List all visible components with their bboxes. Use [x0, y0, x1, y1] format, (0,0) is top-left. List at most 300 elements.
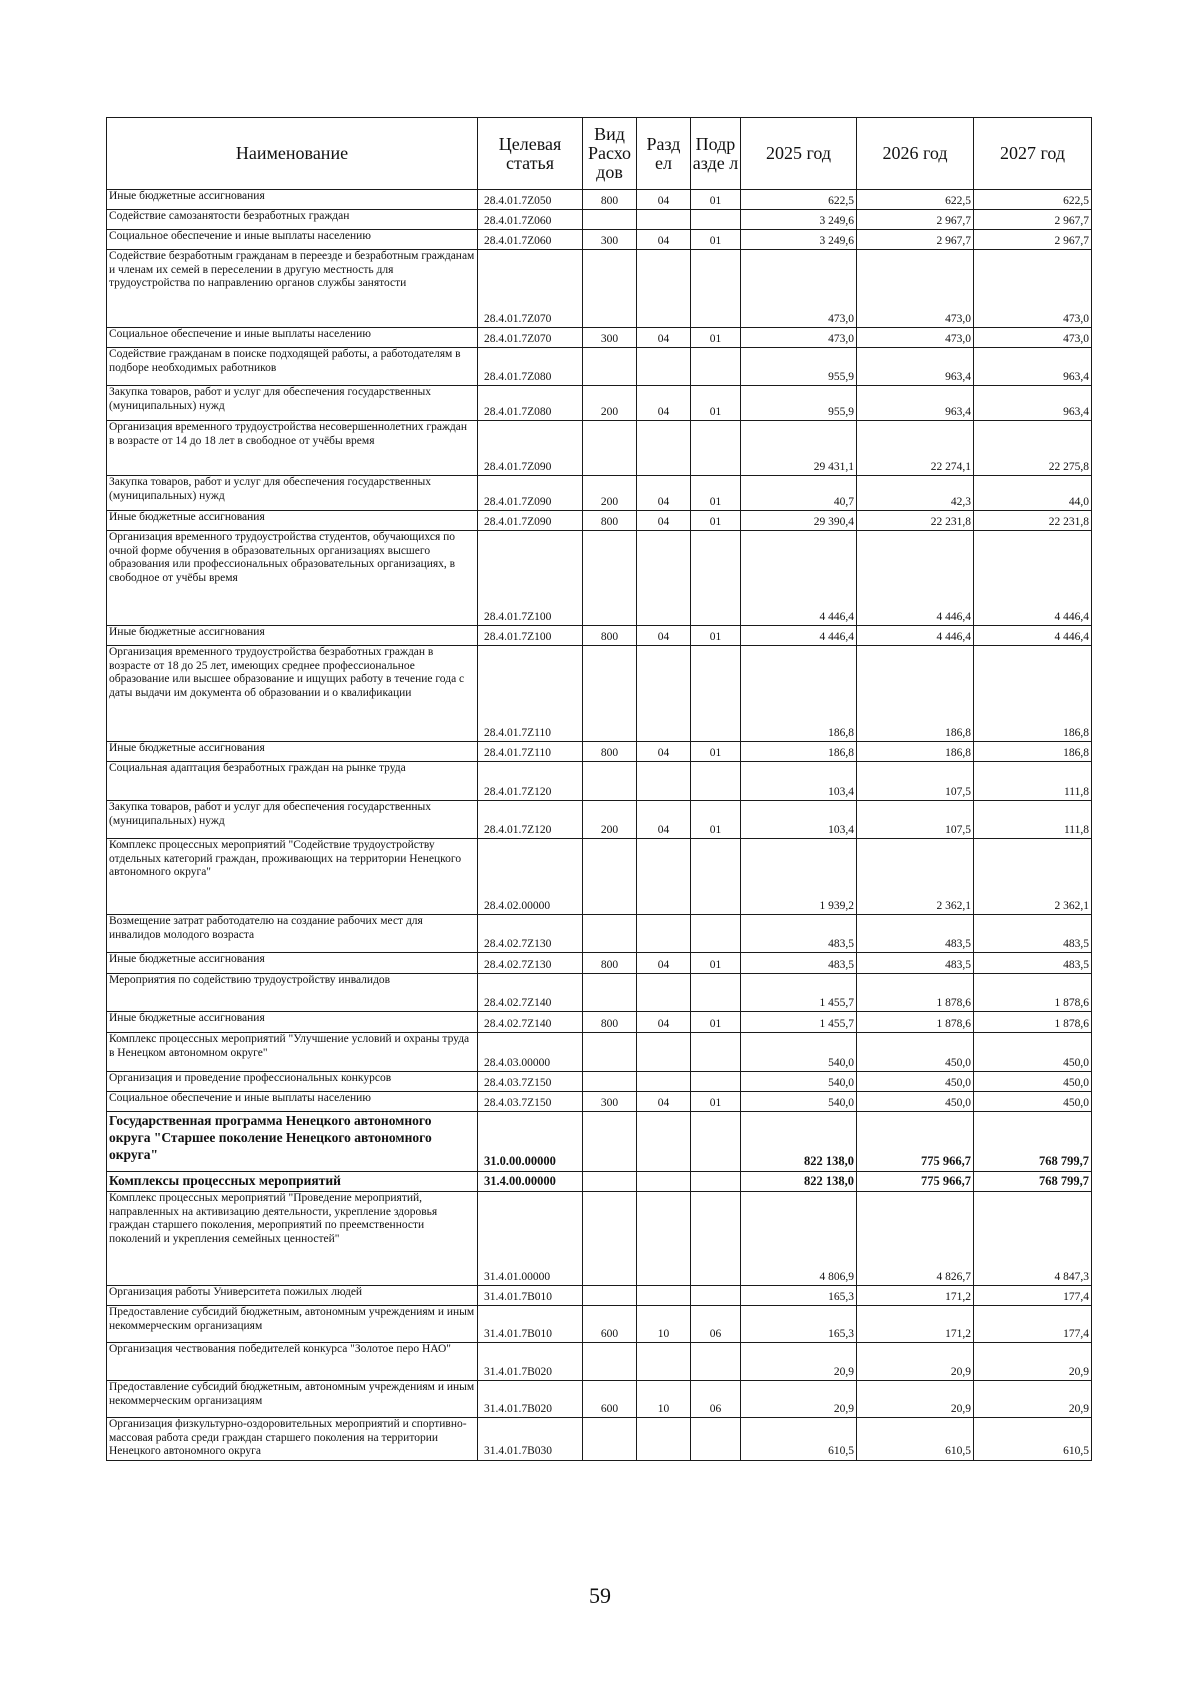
row-value-2025: 1 455,7	[741, 974, 857, 1012]
row-value-2026: 107,5	[857, 762, 974, 801]
row-value-2025: 540,0	[741, 1092, 857, 1112]
row-value-2027: 4 446,4	[974, 626, 1092, 646]
table-row	[107, 974, 1092, 1012]
row-section: 10	[637, 1381, 691, 1418]
row-target-article: 28.4.03.00000	[478, 1033, 583, 1072]
row-section: 04	[637, 1012, 691, 1033]
row-name: Организация физкультурно-оздоровительных мероприятий и спортивно-массовая работа среди граждан старшего поколения на территории Ненецкого автономного округа	[107, 1418, 478, 1461]
row-name: Организация временного трудоустройства безработных граждан в возрасте от 18 до 25 лет, имеющих среднее профессиональное образование или высшее образование и ищущих работу в течение года с даты выдачи им документа об образовании и о квалификации	[107, 646, 478, 742]
table-row	[107, 742, 1092, 762]
row-value-2025: 1 939,2	[741, 839, 857, 915]
row-target-article: 31.4.01.7B020	[478, 1343, 583, 1381]
row-value-2025: 4 446,4	[741, 531, 857, 626]
row-value-2027: 622,5	[974, 190, 1092, 210]
row-expense-type: 200	[583, 386, 637, 421]
row-name: Организация временного трудоустройства несовершеннолетних граждан в возрасте от 14 до 18 лет в свободное от учёбы время	[107, 421, 478, 476]
row-value-2027: 450,0	[974, 1033, 1092, 1072]
row-target-article: 31.4.00.00000	[478, 1172, 583, 1192]
row-value-2025: 4 806,9	[741, 1192, 857, 1286]
row-value-2027: 44,0	[974, 476, 1092, 511]
row-section	[637, 974, 691, 1012]
row-name: Организация работы Университета пожилых людей	[107, 1286, 478, 1306]
row-subsection	[691, 915, 741, 953]
row-value-2027: 186,8	[974, 646, 1092, 742]
row-section: 04	[637, 511, 691, 531]
row-target-article: 28.4.01.7Z060	[478, 230, 583, 250]
row-subsection	[691, 348, 741, 386]
row-name: Возмещение затрат работодателю на создание рабочих мест для инвалидов молодого возраста	[107, 915, 478, 953]
row-expense-type	[583, 1112, 637, 1172]
row-expense-type: 600	[583, 1381, 637, 1418]
row-value-2027: 963,4	[974, 386, 1092, 421]
row-value-2026: 775 966,7	[857, 1112, 974, 1172]
table-row	[107, 210, 1092, 230]
table-row	[107, 915, 1092, 953]
row-expense-type: 200	[583, 476, 637, 511]
row-subsection: 01	[691, 1092, 741, 1112]
row-section: 04	[637, 230, 691, 250]
row-value-2027: 768 799,7	[974, 1172, 1092, 1192]
row-expense-type	[583, 1072, 637, 1092]
row-name: Иные бюджетные ассигнования	[107, 626, 478, 646]
header-subsection: Подр азде л	[691, 118, 741, 190]
row-subsection: 01	[691, 230, 741, 250]
table-row	[107, 1092, 1092, 1112]
row-subsection	[691, 646, 741, 742]
row-name: Комплекс процессных мероприятий "Улучшение условий и охраны труда в Ненецком автономном округе"	[107, 1033, 478, 1072]
row-expense-type	[583, 210, 637, 230]
row-value-2026: 473,0	[857, 328, 974, 348]
row-value-2027: 768 799,7	[974, 1112, 1092, 1172]
row-value-2025: 540,0	[741, 1072, 857, 1092]
row-subsection: 06	[691, 1381, 741, 1418]
table-row	[107, 421, 1092, 476]
row-subsection: 01	[691, 742, 741, 762]
row-target-article: 28.4.02.7Z140	[478, 974, 583, 1012]
row-section	[637, 210, 691, 230]
row-target-article: 28.4.01.7Z080	[478, 348, 583, 386]
row-expense-type	[583, 974, 637, 1012]
header-section: Разд ел	[637, 118, 691, 190]
row-value-2025: 473,0	[741, 250, 857, 328]
row-subsection	[691, 531, 741, 626]
row-value-2025: 20,9	[741, 1381, 857, 1418]
row-value-2025: 103,4	[741, 801, 857, 839]
row-name: Социальное обеспечение и иные выплаты населению	[107, 1092, 478, 1112]
row-name: Мероприятия по содействию трудоустройству инвалидов	[107, 974, 478, 1012]
row-value-2027: 2 967,7	[974, 230, 1092, 250]
row-value-2027: 111,8	[974, 801, 1092, 839]
row-target-article: 31.4.01.7B020	[478, 1381, 583, 1418]
row-value-2026: 186,8	[857, 646, 974, 742]
row-subsection	[691, 1112, 741, 1172]
row-name: Предоставление субсидий бюджетным, автономным учреждениям и иным некоммерческим организациям	[107, 1306, 478, 1343]
row-value-2025: 4 446,4	[741, 626, 857, 646]
row-value-2025: 483,5	[741, 915, 857, 953]
row-target-article: 31.4.01.7B010	[478, 1306, 583, 1343]
row-value-2026: 622,5	[857, 190, 974, 210]
row-name: Организация временного трудоустройства студентов, обучающихся по очной форме обучения в образовательных организациях высшего образования или профессиональных образовательных организациях, в свободное от учёбы время	[107, 531, 478, 626]
row-section	[637, 531, 691, 626]
row-name: Государственная программа Ненецкого автономного округа "Старшее поколение Ненецкого автономного округа"	[107, 1112, 478, 1172]
header-expense-type: Вид Расхо дов	[583, 118, 637, 190]
row-target-article: 28.4.01.7Z090	[478, 421, 583, 476]
row-name: Иные бюджетные ассигнования	[107, 953, 478, 974]
row-value-2026: 450,0	[857, 1033, 974, 1072]
row-section	[637, 1418, 691, 1461]
row-name: Иные бюджетные ассигнования	[107, 190, 478, 210]
row-name: Организация и проведение профессиональных конкурсов	[107, 1072, 478, 1092]
row-target-article: 31.0.00.00000	[478, 1112, 583, 1172]
table-row	[107, 801, 1092, 839]
table-row	[107, 1306, 1092, 1343]
table-row	[107, 646, 1092, 742]
table-row	[107, 1033, 1092, 1072]
row-section	[637, 250, 691, 328]
row-subsection	[691, 250, 741, 328]
row-subsection: 01	[691, 626, 741, 646]
row-expense-type	[583, 915, 637, 953]
row-expense-type	[583, 646, 637, 742]
row-value-2025: 822 138,0	[741, 1112, 857, 1172]
table-row	[107, 1072, 1092, 1092]
row-value-2026: 4 446,4	[857, 531, 974, 626]
row-section	[637, 1343, 691, 1381]
row-section	[637, 1112, 691, 1172]
table-row	[107, 531, 1092, 626]
row-value-2027: 450,0	[974, 1072, 1092, 1092]
row-name: Комплекс процессных мероприятий "Проведение мероприятий, направленных на активизацию деятельности, укрепление здоровья граждан старшего поколения, мероприятий по преемственности поколений и укрепления семейных ценностей"	[107, 1192, 478, 1286]
row-section	[637, 646, 691, 742]
row-subsection	[691, 1072, 741, 1092]
row-value-2026: 610,5	[857, 1418, 974, 1461]
row-value-2027: 177,4	[974, 1286, 1092, 1306]
row-expense-type: 800	[583, 190, 637, 210]
row-expense-type: 300	[583, 230, 637, 250]
row-expense-type: 800	[583, 626, 637, 646]
header-target-article: Целевая статья	[478, 118, 583, 190]
row-section	[637, 1172, 691, 1192]
row-section: 04	[637, 742, 691, 762]
row-value-2025: 955,9	[741, 386, 857, 421]
row-expense-type: 300	[583, 1092, 637, 1112]
row-value-2025: 483,5	[741, 953, 857, 974]
row-target-article: 31.4.01.7B010	[478, 1286, 583, 1306]
row-value-2026: 775 966,7	[857, 1172, 974, 1192]
row-value-2027: 4 847,3	[974, 1192, 1092, 1286]
row-section: 04	[637, 626, 691, 646]
row-target-article: 31.4.01.00000	[478, 1192, 583, 1286]
row-expense-type: 200	[583, 801, 637, 839]
row-expense-type: 800	[583, 1012, 637, 1033]
row-value-2027: 20,9	[974, 1381, 1092, 1418]
row-expense-type: 800	[583, 742, 637, 762]
row-name: Закупка товаров, работ и услуг для обеспечения государственных (муниципальных) нужд	[107, 386, 478, 421]
row-expense-type	[583, 1033, 637, 1072]
row-target-article: 28.4.01.7Z120	[478, 801, 583, 839]
row-target-article: 28.4.01.7Z110	[478, 646, 583, 742]
row-value-2026: 483,5	[857, 915, 974, 953]
row-name: Содействие гражданам в поиске подходящей работы, а работодателям в подборе необходимых работников	[107, 348, 478, 386]
row-section: 04	[637, 386, 691, 421]
row-section	[637, 1286, 691, 1306]
row-expense-type: 300	[583, 328, 637, 348]
row-value-2026: 483,5	[857, 953, 974, 974]
row-value-2026: 450,0	[857, 1092, 974, 1112]
row-subsection	[691, 1033, 741, 1072]
row-section	[637, 915, 691, 953]
row-value-2025: 40,7	[741, 476, 857, 511]
row-target-article: 28.4.01.7Z100	[478, 531, 583, 626]
table-row	[107, 328, 1092, 348]
row-target-article: 28.4.03.7Z150	[478, 1072, 583, 1092]
table-row	[107, 230, 1092, 250]
row-value-2025: 165,3	[741, 1306, 857, 1343]
row-value-2025: 1 455,7	[741, 1012, 857, 1033]
row-value-2027: 473,0	[974, 250, 1092, 328]
table-row	[107, 1286, 1092, 1306]
row-value-2025: 540,0	[741, 1033, 857, 1072]
row-subsection: 01	[691, 953, 741, 974]
row-value-2025: 955,9	[741, 348, 857, 386]
row-value-2026: 20,9	[857, 1381, 974, 1418]
row-expense-type	[583, 421, 637, 476]
row-section	[637, 1072, 691, 1092]
row-subsection	[691, 1172, 741, 1192]
row-section	[637, 762, 691, 801]
row-section: 04	[637, 190, 691, 210]
row-value-2026: 1 878,6	[857, 974, 974, 1012]
row-section: 04	[637, 476, 691, 511]
table-row	[107, 190, 1092, 210]
row-value-2026: 22 274,1	[857, 421, 974, 476]
row-subsection	[691, 974, 741, 1012]
row-value-2026: 963,4	[857, 348, 974, 386]
row-subsection: 01	[691, 511, 741, 531]
row-target-article: 28.4.01.7Z090	[478, 476, 583, 511]
table-row	[107, 1418, 1092, 1461]
row-value-2027: 22 231,8	[974, 511, 1092, 531]
row-value-2027: 483,5	[974, 915, 1092, 953]
row-section	[637, 348, 691, 386]
row-value-2025: 473,0	[741, 328, 857, 348]
row-name: Иные бюджетные ассигнования	[107, 742, 478, 762]
row-value-2025: 3 249,6	[741, 210, 857, 230]
row-expense-type	[583, 1286, 637, 1306]
row-target-article: 28.4.01.7Z060	[478, 210, 583, 230]
row-section: 04	[637, 1092, 691, 1112]
row-section	[637, 1192, 691, 1286]
row-subsection	[691, 421, 741, 476]
row-value-2026: 2 967,7	[857, 210, 974, 230]
header-year-2027: 2027 год	[974, 118, 1092, 190]
row-value-2027: 1 878,6	[974, 974, 1092, 1012]
row-value-2027: 20,9	[974, 1343, 1092, 1381]
table-row	[107, 348, 1092, 386]
row-target-article: 28.4.03.7Z150	[478, 1092, 583, 1112]
row-value-2026: 2 967,7	[857, 230, 974, 250]
row-value-2027: 963,4	[974, 348, 1092, 386]
row-value-2027: 483,5	[974, 953, 1092, 974]
row-value-2025: 610,5	[741, 1418, 857, 1461]
table-row	[107, 511, 1092, 531]
row-value-2026: 473,0	[857, 250, 974, 328]
row-subsection	[691, 839, 741, 915]
row-subsection	[691, 210, 741, 230]
row-value-2026: 42,3	[857, 476, 974, 511]
row-name: Закупка товаров, работ и услуг для обеспечения государственных (муниципальных) нужд	[107, 476, 478, 511]
table-body	[107, 190, 1092, 1461]
row-name: Организация чествования победителей конкурса "Золотое перо НАО"	[107, 1343, 478, 1381]
row-section: 04	[637, 953, 691, 974]
row-subsection: 01	[691, 328, 741, 348]
table-row	[107, 1112, 1092, 1172]
row-section	[637, 839, 691, 915]
row-subsection: 01	[691, 801, 741, 839]
table-row	[107, 476, 1092, 511]
row-value-2025: 822 138,0	[741, 1172, 857, 1192]
row-value-2025: 622,5	[741, 190, 857, 210]
row-section: 04	[637, 801, 691, 839]
row-name: Иные бюджетные ассигнования	[107, 511, 478, 531]
table-row	[107, 839, 1092, 915]
row-target-article: 28.4.01.7Z110	[478, 742, 583, 762]
table-row	[107, 1343, 1092, 1381]
row-expense-type	[583, 762, 637, 801]
row-value-2025: 165,3	[741, 1286, 857, 1306]
row-subsection: 01	[691, 476, 741, 511]
row-target-article: 28.4.01.7Z120	[478, 762, 583, 801]
row-subsection	[691, 1192, 741, 1286]
row-value-2027: 22 275,8	[974, 421, 1092, 476]
row-expense-type	[583, 1418, 637, 1461]
row-value-2027: 2 362,1	[974, 839, 1092, 915]
page-number: 59	[589, 1583, 611, 1608]
row-value-2025: 186,8	[741, 742, 857, 762]
row-subsection	[691, 1418, 741, 1461]
row-expense-type: 800	[583, 511, 637, 531]
row-section: 04	[637, 328, 691, 348]
header-year-2026: 2026 год	[857, 118, 974, 190]
row-expense-type: 600	[583, 1306, 637, 1343]
row-value-2025: 3 249,6	[741, 230, 857, 250]
row-target-article: 28.4.01.7Z050	[478, 190, 583, 210]
row-value-2026: 4 826,7	[857, 1192, 974, 1286]
row-value-2026: 22 231,8	[857, 511, 974, 531]
row-name: Закупка товаров, работ и услуг для обеспечения государственных (муниципальных) нужд	[107, 801, 478, 839]
row-target-article: 31.4.01.7B030	[478, 1418, 583, 1461]
table-header-row	[107, 118, 1092, 190]
row-section	[637, 1033, 691, 1072]
row-value-2026: 1 878,6	[857, 1012, 974, 1033]
row-subsection: 01	[691, 1012, 741, 1033]
row-expense-type	[583, 348, 637, 386]
header-name: Наименование	[107, 118, 478, 190]
table-row	[107, 626, 1092, 646]
row-value-2027: 1 878,6	[974, 1012, 1092, 1033]
row-value-2027: 610,5	[974, 1418, 1092, 1461]
row-target-article: 28.4.01.7Z070	[478, 250, 583, 328]
row-section: 10	[637, 1306, 691, 1343]
header-year-2025: 2025 год	[741, 118, 857, 190]
row-target-article: 28.4.02.7Z140	[478, 1012, 583, 1033]
row-expense-type	[583, 1343, 637, 1381]
row-value-2026: 20,9	[857, 1343, 974, 1381]
table-row	[107, 1012, 1092, 1033]
row-value-2027: 450,0	[974, 1092, 1092, 1112]
row-name: Социальная адаптация безработных граждан на рынке труда	[107, 762, 478, 801]
row-name: Социальное обеспечение и иные выплаты населению	[107, 230, 478, 250]
row-target-article: 28.4.01.7Z070	[478, 328, 583, 348]
row-value-2026: 450,0	[857, 1072, 974, 1092]
table-row	[107, 953, 1092, 974]
row-target-article: 28.4.02.7Z130	[478, 915, 583, 953]
row-name: Социальное обеспечение и иные выплаты населению	[107, 328, 478, 348]
row-target-article: 28.4.02.7Z130	[478, 953, 583, 974]
row-value-2027: 111,8	[974, 762, 1092, 801]
row-expense-type	[583, 531, 637, 626]
row-expense-type	[583, 250, 637, 328]
row-expense-type	[583, 1172, 637, 1192]
row-value-2026: 4 446,4	[857, 626, 974, 646]
row-target-article: 28.4.01.7Z080	[478, 386, 583, 421]
row-value-2025: 29 431,1	[741, 421, 857, 476]
row-expense-type	[583, 839, 637, 915]
row-value-2026: 963,4	[857, 386, 974, 421]
row-value-2026: 186,8	[857, 742, 974, 762]
row-name: Комплекс процессных мероприятий "Содействие трудоустройству отдельных категорий граждан, проживающих на территории Ненецкого автономного округа"	[107, 839, 478, 915]
row-target-article: 28.4.01.7Z090	[478, 511, 583, 531]
row-subsection: 01	[691, 386, 741, 421]
row-subsection	[691, 762, 741, 801]
row-value-2025: 20,9	[741, 1343, 857, 1381]
row-value-2026: 171,2	[857, 1286, 974, 1306]
table-row	[107, 250, 1092, 328]
row-name: Содействие безработным гражданам в переезде и безработным гражданам и членам их семей в переселении в другую местность для трудоустройства по направлению органов службы занятости	[107, 250, 478, 328]
table-row	[107, 762, 1092, 801]
row-value-2026: 2 362,1	[857, 839, 974, 915]
row-value-2025: 186,8	[741, 646, 857, 742]
row-name: Предоставление субсидий бюджетным, автономным учреждениям и иным некоммерческим организациям	[107, 1381, 478, 1418]
row-value-2027: 186,8	[974, 742, 1092, 762]
row-name: Комплексы процессных мероприятий	[107, 1172, 478, 1192]
table-row	[107, 1192, 1092, 1286]
row-value-2026: 171,2	[857, 1306, 974, 1343]
row-target-article: 28.4.02.00000	[478, 839, 583, 915]
row-subsection	[691, 1343, 741, 1381]
row-target-article: 28.4.01.7Z100	[478, 626, 583, 646]
row-name: Иные бюджетные ассигнования	[107, 1012, 478, 1033]
row-value-2027: 177,4	[974, 1306, 1092, 1343]
row-value-2025: 103,4	[741, 762, 857, 801]
row-subsection	[691, 1286, 741, 1306]
budget-table	[106, 117, 1092, 1461]
row-value-2025: 29 390,4	[741, 511, 857, 531]
row-value-2027: 4 446,4	[974, 531, 1092, 626]
row-value-2027: 473,0	[974, 328, 1092, 348]
row-name: Содействие самозанятости безработных граждан	[107, 210, 478, 230]
row-subsection: 06	[691, 1306, 741, 1343]
row-expense-type: 800	[583, 953, 637, 974]
row-value-2026: 107,5	[857, 801, 974, 839]
row-section	[637, 421, 691, 476]
row-expense-type	[583, 1192, 637, 1286]
table-row	[107, 386, 1092, 421]
row-subsection: 01	[691, 190, 741, 210]
table-row	[107, 1381, 1092, 1418]
row-value-2027: 2 967,7	[974, 210, 1092, 230]
table-row	[107, 1172, 1092, 1192]
